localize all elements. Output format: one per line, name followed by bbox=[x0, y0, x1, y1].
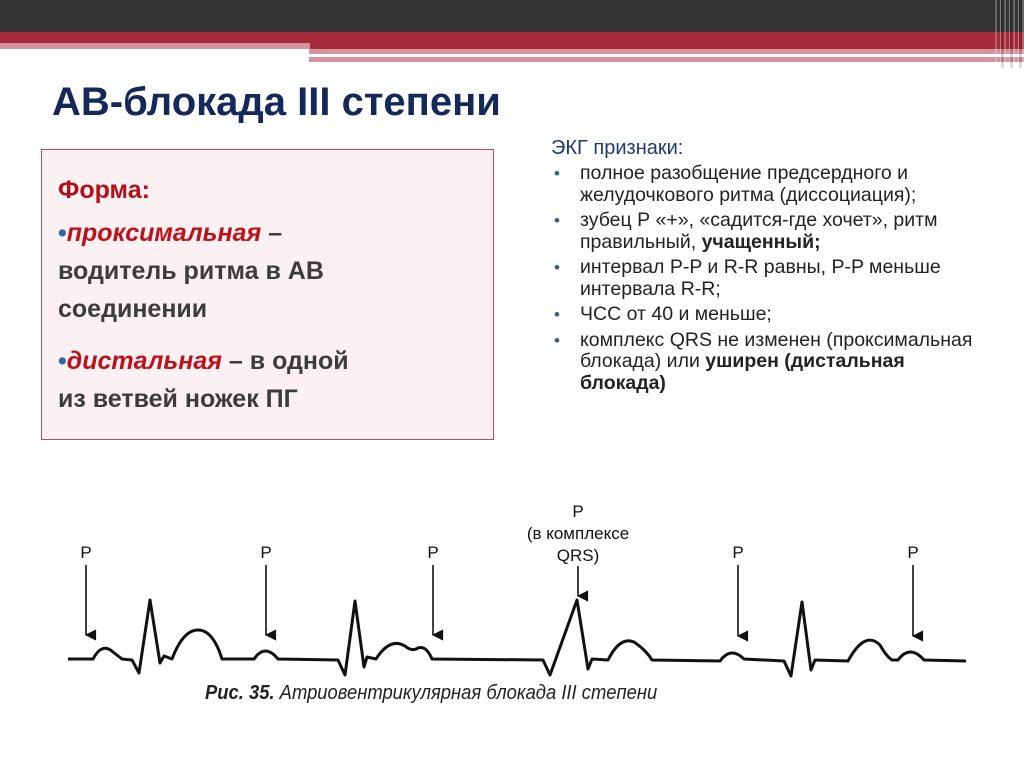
p-label-qrs-note: (в комплексе bbox=[526, 524, 630, 543]
ekg-sign-item bbox=[552, 210, 992, 253]
ekg-signs-heading: ЭКГ признаки: bbox=[551, 137, 684, 159]
forma-box bbox=[41, 149, 494, 440]
header-dark-bar bbox=[0, 0, 1024, 32]
p-label: P bbox=[427, 543, 439, 562]
ekg-sign-item bbox=[552, 330, 992, 395]
distal-desc-line: из ветвей ножек ПГ bbox=[58, 385, 298, 413]
bullet: • bbox=[554, 330, 560, 350]
ekg-signs-list bbox=[552, 163, 992, 398]
figure-caption-text: Атриовентрикулярная блокада III степени bbox=[274, 682, 658, 704]
figure-caption-label: Рис. 35. bbox=[205, 682, 275, 704]
header-pink-stripe bbox=[0, 43, 310, 49]
ekg-sign-bold: учащенный; bbox=[701, 230, 821, 253]
p-label: P bbox=[732, 543, 744, 562]
proximal-desc-line: водитель ритма в АВ bbox=[58, 257, 324, 285]
ekg-sign-text: зубец Р «+», «садится-где хочет», ритм правильный, bbox=[580, 209, 938, 253]
p-label: P bbox=[907, 543, 919, 562]
ekg-sign-text: комплекс QRS не изменен (проксимальная блокада) или bbox=[580, 328, 973, 372]
ekg-sign-bold: уширен (дистальная блокада) bbox=[580, 350, 905, 394]
forma-item-distal bbox=[58, 342, 483, 418]
slide-title: АВ-блокада III степени bbox=[52, 80, 501, 124]
term-distal: дистальная bbox=[66, 347, 222, 375]
ekg-sign-text: полное разобщение предсердного и желудочкового ритма (диссоциация); bbox=[580, 162, 917, 206]
p-label: P bbox=[80, 543, 92, 562]
bullet: • bbox=[554, 211, 560, 230]
p-wave-labels bbox=[80, 502, 918, 565]
p-wave-arrows bbox=[86, 565, 913, 636]
ecg-trace bbox=[68, 600, 966, 676]
p-label: P bbox=[260, 543, 272, 562]
forma-item-proximal bbox=[58, 214, 483, 328]
header-edge-decoration bbox=[995, 0, 1024, 68]
ekg-sign-item bbox=[552, 163, 992, 206]
forma-heading: Форма: bbox=[58, 176, 150, 204]
p-label-qrs: P bbox=[572, 502, 584, 521]
ekg-sign-item bbox=[552, 257, 992, 300]
bullet: • bbox=[58, 219, 67, 247]
ekg-sign-item bbox=[552, 304, 992, 326]
p-label-qrs-note: QRS) bbox=[556, 546, 600, 565]
distal-desc-rest: – в одной bbox=[221, 347, 349, 375]
ekg-sign-text: интервал P-P и R-R равны, P-P меньше интервала R-R; bbox=[580, 256, 941, 300]
figure-caption bbox=[205, 682, 657, 705]
dash: – bbox=[261, 219, 283, 247]
bullet: • bbox=[58, 347, 67, 375]
bullet: • bbox=[554, 305, 560, 324]
proximal-desc-line: соединении bbox=[58, 295, 208, 323]
bullet: • bbox=[554, 164, 560, 183]
ekg-sign-text: ЧСС от 40 и меньше; bbox=[580, 303, 772, 325]
term-proximal: проксимальная bbox=[66, 219, 262, 247]
ecg-figure bbox=[0, 480, 1024, 710]
header-pink-stripe bbox=[309, 57, 1024, 62]
bullet: • bbox=[554, 258, 560, 277]
